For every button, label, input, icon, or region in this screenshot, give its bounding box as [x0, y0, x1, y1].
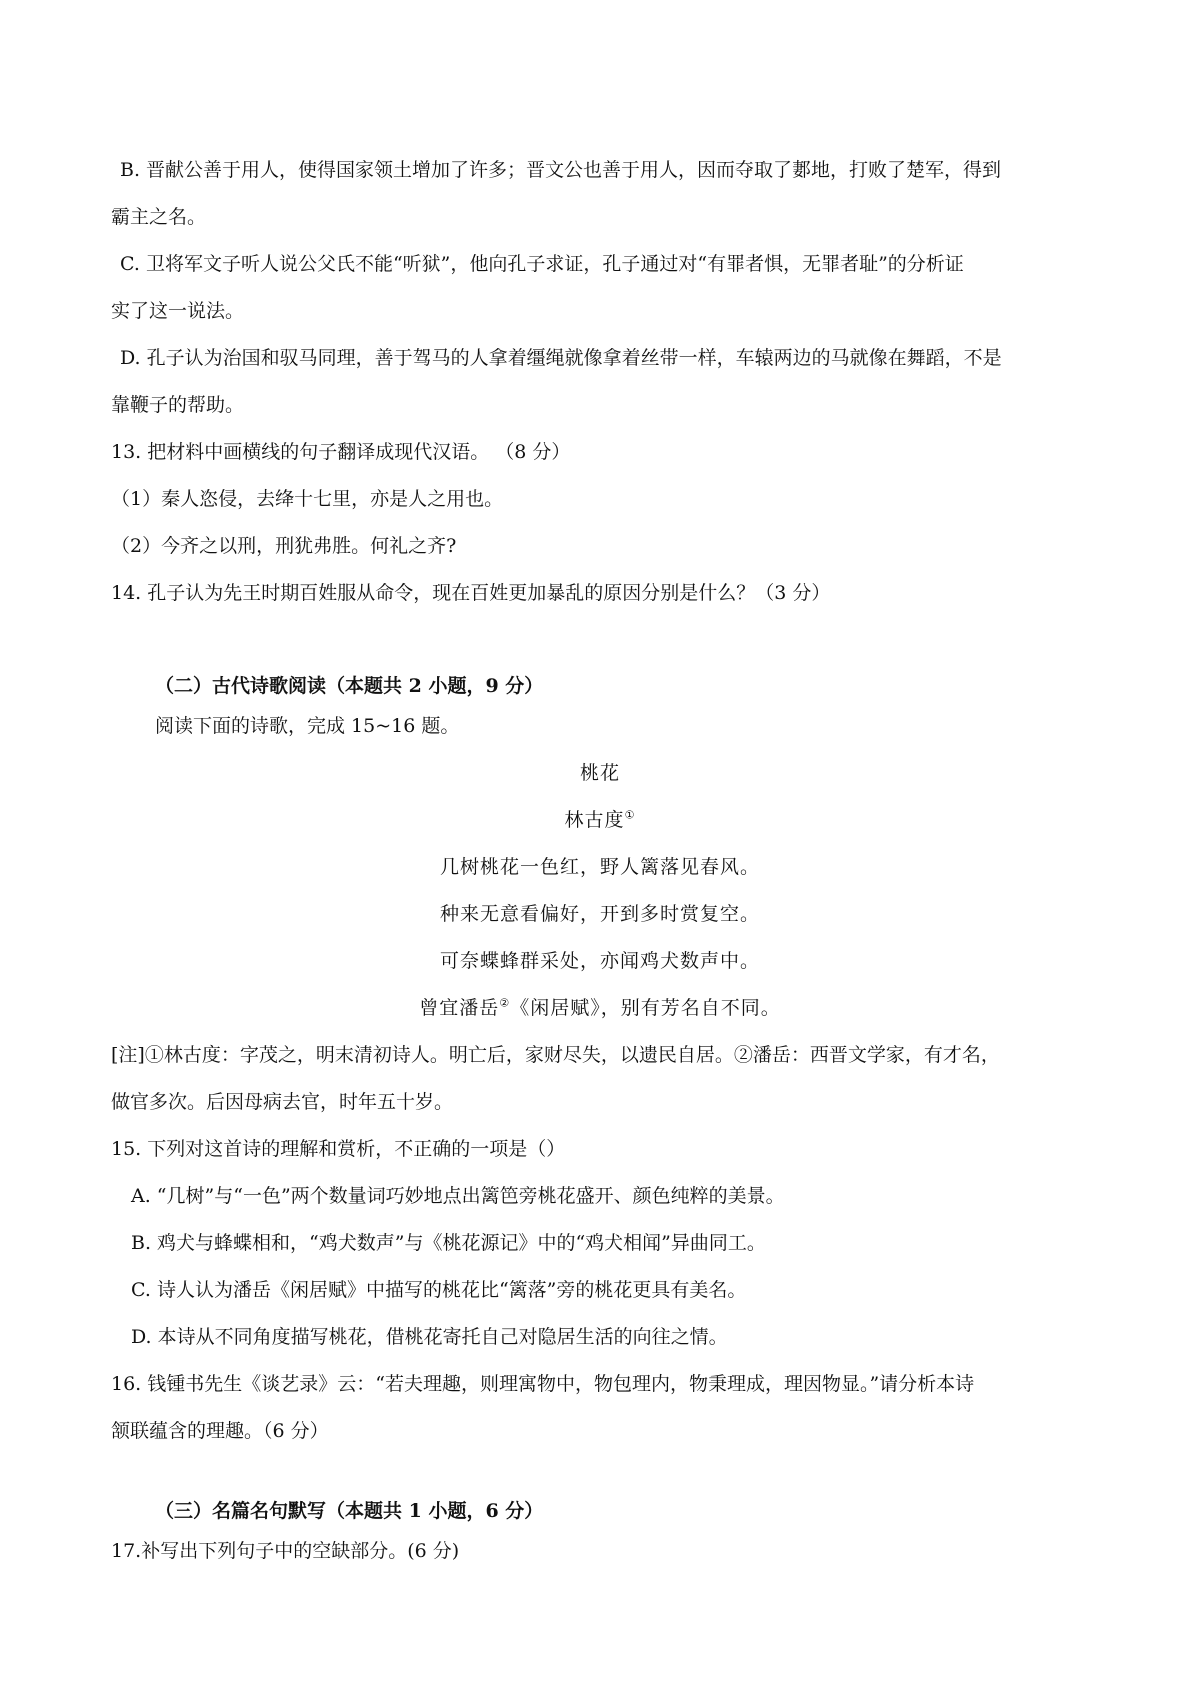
q13-sentence-2: （2）今齐之以刑，刑犹弗胜。何礼之齐?	[111, 535, 457, 557]
q15-option-d: D. 本诗从不同角度描写桃花，借桃花寄托自己对隐居生活的向往之情。	[131, 1326, 728, 1348]
q12-option-c-line2: 实了这一说法。	[111, 300, 245, 322]
q15-stem: 15. 下列对这首诗的理解和赏析，不正确的一项是（）	[111, 1138, 566, 1160]
section-2-instruction: 阅读下面的诗歌，完成 15~16 题。	[155, 715, 460, 737]
q12-option-d-line1: D. 孔子认为治国和驭马同理，善于驾马的人拿着缰绳就像拿着丝带一样，车辕两边的马就像在舞蹈，不是	[120, 347, 1002, 369]
poem-line-4-note-mark: ②	[499, 996, 511, 1010]
section-2-heading: （二）古代诗歌阅读（本题共 2 小题，9 分）	[155, 675, 544, 697]
q12-option-d-line2: 靠鞭子的帮助。	[111, 394, 245, 416]
poem-line-1: 几树桃花一色红，野人篱落见春风。	[439, 856, 760, 878]
q15-option-a: A. “几树”与“一色”两个数量词巧妙地点出篱笆旁桃花盛开、颜色纯粹的美景。	[131, 1185, 785, 1207]
q17-stem: 17.补写出下列句子中的空缺部分。(6 分)	[111, 1540, 460, 1562]
q12-option-b-line1: B. 晋献公善于用人，使得国家领土增加了许多；晋文公也善于用人，因而夺取了郪地，打败了楚军，得到	[120, 159, 1002, 181]
poem-line-4-end: 《闲居赋》，别有芳名自不同。	[510, 997, 781, 1019]
q15-option-c: C. 诗人认为潘岳《闲居赋》中描写的桃花比“篱落”旁的桃花更具有美名。	[131, 1279, 747, 1301]
poem-line-3: 可奈蝶蜂群采处，亦闻鸡犬数声中。	[439, 950, 760, 972]
q16-stem-line1: 16. 钱锺书先生《谈艺录》云：“若夫理趣，则理寓物中，物包理内，物秉理成，理因物显。”请分析本诗	[111, 1373, 975, 1395]
q12-option-b-line2: 霸主之名。	[111, 206, 207, 228]
q12-option-c-line1: C. 卫将军文子听人说公父氏不能“听狱”，他向孔子求证，孔子通过对“有罪者惧，无罪者耻”的分析证	[120, 253, 964, 275]
poem-notes-line1: [注]①林古度：字茂之，明末清初诗人。明亡后，家财尽失，以遗民自居。②潘岳：西晋文学家，有才名，	[111, 1044, 1000, 1066]
poem-line-4	[0, 995, 1200, 1021]
q16-stem-line2: 颔联蕴含的理趣。（6 分）	[111, 1420, 329, 1442]
q14-stem: 14. 孔子认为先王时期百姓服从命令，现在百姓更加暴乱的原因分别是什么？（3 分）	[111, 582, 831, 604]
q15-option-b: B. 鸡犬与蜂蝶相和，“鸡犬数声”与《桃花源记》中的“鸡犬相闻”异曲同工。	[131, 1232, 766, 1254]
poem-author	[0, 807, 1200, 833]
section-3-heading: （三）名篇名句默写（本题共 1 小题，6 分）	[155, 1500, 544, 1522]
poem-title: 桃花	[579, 762, 620, 784]
poem-author-note-mark: ①	[624, 808, 636, 822]
poem-notes-line2: 做官多次。后因母病去官，时年五十岁。	[111, 1091, 454, 1113]
q13-stem: 13. 把材料中画横线的句子翻译成现代汉语。 （8 分）	[111, 441, 571, 463]
poem-author-name: 林古度	[564, 809, 625, 831]
q13-sentence-1: （1）秦人恣侵，去绛十七里，亦是人之用也。	[111, 488, 504, 510]
poem-line-4-start: 曾宜潘岳	[419, 997, 500, 1019]
poem-line-2: 种来无意看偏好，开到多时赏复空。	[439, 903, 760, 925]
